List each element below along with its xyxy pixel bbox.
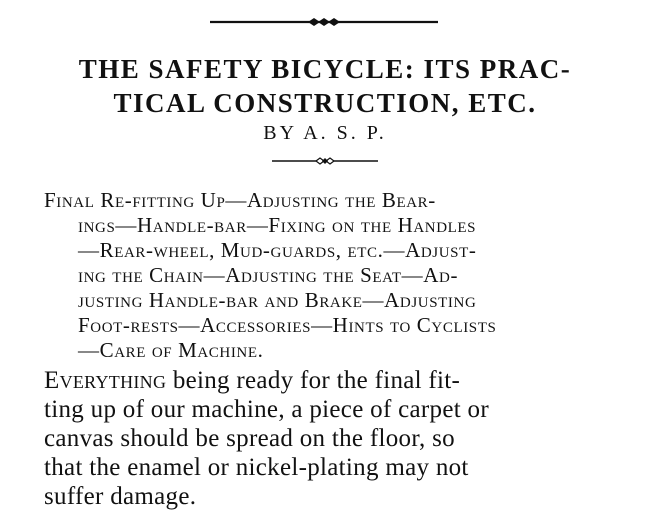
body-line: suffer damage. (44, 483, 197, 510)
body-line: ting up of our machine, a piece of carpet or (44, 396, 489, 423)
body-line (44, 366, 624, 395)
synopsis-line: —Rear-wheel, Mud-guards, etc.—Adjust- (78, 238, 477, 262)
body-line: that the enamel or nickel-plating may not (44, 454, 469, 481)
synopsis-line: justing Handle-bar and Brake—Adjusting (78, 288, 477, 312)
chapter-synopsis (44, 188, 624, 363)
synopsis-line: ing the Chain—Adjusting the Seat—Ad- (78, 263, 459, 287)
top-ornamental-rule (210, 18, 438, 26)
synopsis-line: ings—Handle-bar—Fixing on the Handles (78, 213, 477, 237)
title-line: THE SAFETY BICYCLE: ITS PRAC- (78, 54, 572, 84)
synopsis-line: Final Re-fitting Up—Adjusting the Bear- (44, 188, 436, 212)
body-line: canvas should be spread on the floor, so (44, 425, 455, 452)
synopsis-line: Foot-rests—Accessories—Hints to Cyclists (78, 313, 497, 337)
first-line-rest: being ready for the final fit- (166, 367, 461, 394)
byline: BY A. S. P. (263, 122, 387, 144)
body-paragraph (44, 366, 624, 511)
synopsis-line: —Care of Machine. (78, 338, 264, 362)
lead-word: Everything (44, 367, 167, 394)
article-title (20, 52, 630, 120)
title-line: TICAL CONSTRUCTION, ETC. (113, 88, 537, 118)
middle-ornamental-rule (272, 156, 378, 166)
